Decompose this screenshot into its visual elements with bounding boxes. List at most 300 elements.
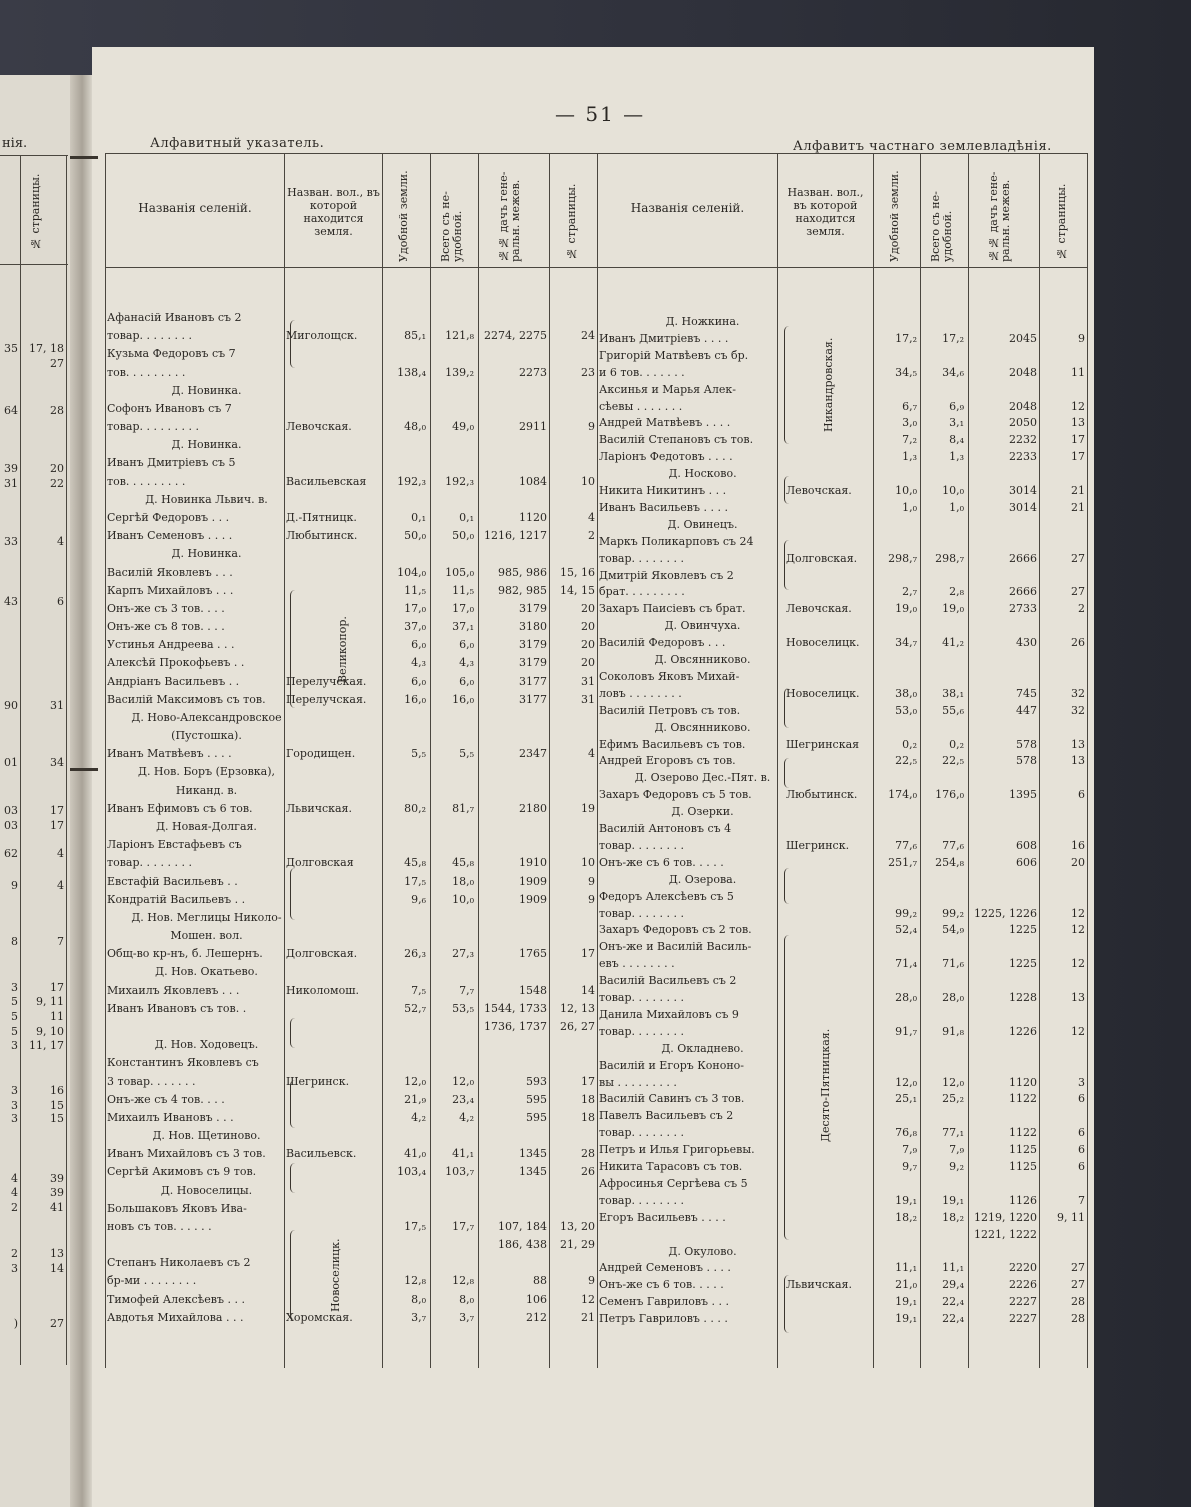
good-land-value: 174,₀ [888,788,917,801]
left-fragment-page: 15 [50,1099,64,1112]
good-land-value: 71,₄ [895,957,917,970]
page-reference: 20 [581,602,595,615]
good-land-value: 251,₇ [888,856,917,869]
page-reference: 23 [581,366,595,379]
brace [784,935,789,1240]
total-land-value: 54,₉ [942,923,964,936]
total-land-value: 7,₇ [459,984,474,997]
page-reference: 7 [1078,1194,1085,1207]
left-page-col-header: № страницы. [29,173,42,250]
good-land-value: 7,₅ [411,984,426,997]
volost-name: Долговская. [786,552,858,565]
owner-name: Кондратій Васильевъ . . [107,893,246,906]
settlement-heading: Д. Ново-Александровское [131,711,282,724]
good-land-value: 298,₇ [888,552,917,565]
owner-name: Ларіонъ Евстафьевъ съ [107,838,242,851]
page-reference: 9 [588,1274,595,1287]
volost-name: Хоромская. [286,1311,353,1324]
owner-name: Афанасій Ивановъ съ 2 [107,311,242,324]
owner-name: Маркъ Поликарповъ съ 24 [599,535,754,548]
survey-number: 212 [526,1311,547,1324]
volost-name: Левочская. [286,420,352,433]
left-fragment-number: 3 [11,1084,18,1097]
total-land-value: 22,₄ [942,1312,964,1325]
total-land-value: 12,₀ [452,1075,474,1088]
owner-name: Авдотья Михайлова . . . [107,1311,244,1324]
survey-number: 3180 [519,620,547,633]
total-land-value: 139,₂ [445,366,474,379]
survey-number: 2274, 2275 [484,329,547,342]
left-fragment-number: 9 [11,879,18,892]
total-land-value: 53,₅ [452,1002,474,1015]
page-reference: 21, 29 [560,1238,595,1251]
settlement-heading: Д. Нов. Щетиново. [152,1129,261,1142]
left-fragment-page: 16 [50,1084,64,1097]
page-reference: 28 [581,1147,595,1160]
volost-name: Васильевская [286,475,367,488]
table-rule [777,153,778,1368]
settlement-heading: Д. Новинка. [171,438,242,451]
survey-number: 1345 [519,1147,547,1160]
page-reference: 12 [1071,957,1085,970]
survey-number: 578 [1016,738,1037,751]
owner-name: Василій Максимовъ съ тов. [107,693,266,706]
vertical-volost-label: Никандровская. [822,337,835,433]
survey-number: 3179 [519,602,547,615]
survey-number: 2273 [519,366,547,379]
good-land-value: 17,₅ [404,875,426,888]
total-land-value: 254,₈ [935,856,964,869]
total-land-value: 298,₇ [935,552,964,565]
good-land-value: 1,₃ [902,450,917,463]
owner-name: и 6 тов. . . . . . . [599,366,685,379]
good-land-value: 11,₅ [404,584,426,597]
good-land-value: 34,₇ [895,636,917,649]
total-land-value: 1,₃ [949,450,964,463]
left-fragment-page: 39 [50,1172,64,1185]
owner-name: Кузьма Федоровъ съ 7 [107,347,236,360]
owner-name: Сергѣй Акимовъ съ 9 тов. [107,1165,257,1178]
total-land-value: 105,₀ [445,566,474,579]
good-land-value: 4,₂ [411,1111,426,1124]
good-land-value: 19,₁ [895,1194,917,1207]
settlement-heading: Д. Овсянниково. [654,653,751,666]
survey-number: 1122 [1009,1092,1037,1105]
page-reference: 17 [581,1075,595,1088]
col-header-survey: №№ дачъ гене-ральн. межев. [987,171,1012,262]
owner-name: Евстафій Васильевъ . . [107,875,238,888]
left-fragment-page: 4 [57,535,64,548]
volost-name: Миголощск. [286,329,358,342]
owner-name: товар. . . . . . . . [599,1126,684,1139]
owner-name: товар. . . . . . . . [599,1194,684,1207]
survey-number: 608 [1016,839,1037,852]
settlement-heading: Д. Новинка. [171,384,242,397]
owner-name: Павелъ Васильевъ съ 2 [599,1109,734,1122]
survey-number: 2232 [1009,433,1037,446]
page-reference: 6 [1078,1160,1085,1173]
total-land-value: 9,₂ [949,1160,964,1173]
good-land-value: 50,₀ [404,529,426,542]
col-header-name: Названія селеній. [630,201,745,215]
good-land-value: 17,₂ [895,332,917,345]
good-land-value: 91,₇ [895,1025,917,1038]
page-reference: 15, 16 [560,566,595,579]
spine-tab [70,768,98,771]
total-land-value: 27,₃ [452,947,474,960]
survey-number: 88 [533,1274,547,1287]
page-reference: 18 [581,1093,595,1106]
left-fragment-number: 39 [4,462,18,475]
good-land-value: 52,₄ [895,923,917,936]
volost-name: Львичская. [786,1278,852,1291]
owner-name: Андріанъ Васильевъ . . [107,675,240,688]
good-land-value: 3,₀ [902,416,917,429]
owner-name: Алексѣй Прокофьевъ . . [107,656,245,669]
good-land-value: 103,₄ [397,1165,426,1178]
total-land-value: 49,₀ [452,420,474,433]
owner-name: Иванъ Ефимовъ съ 6 тов. [107,802,253,815]
owner-name: Онъ-же съ 3 тов. . . . [107,602,225,615]
owner-name: Андрей Матвѣевъ . . . . [599,416,731,429]
total-land-value: 19,₁ [942,1194,964,1207]
survey-number: 1216, 1217 [484,529,547,542]
settlement-heading: Д. Нов. Меглицы Николо- [131,911,282,924]
survey-number: 430 [1016,636,1037,649]
owner-name: Данила Михайловъ съ 9 [599,1008,739,1021]
settlement-heading: Д. Окладнево. [661,1042,744,1055]
owner-name: Константинъ Яковлевъ съ [107,1056,259,1069]
owner-name: Иванъ Дмитріевъ . . . . [599,332,729,345]
left-page-header-fragment: нія. [2,136,28,151]
owner-name: Аксинья и Марья Алек- [599,383,736,396]
left-fragment-number: 35 [4,342,18,355]
owner-name: Никита Никитинъ . . . [599,484,727,497]
owner-name: Василій и Егоръ Кононо- [599,1059,745,1072]
good-land-value: 19,₁ [895,1295,917,1308]
page-reference: 6 [1078,1126,1085,1139]
total-land-value: 10,₀ [452,893,474,906]
left-fragment-number: 4 [11,1186,18,1199]
left-fragment-page: 9, 10 [36,1025,64,1038]
total-land-value: 7,₉ [949,1143,964,1156]
survey-number: 2911 [519,420,547,433]
good-land-value: 9,₆ [411,893,426,906]
survey-number: 1225, 1226 [974,907,1037,920]
page-reference: 27 [1071,1261,1085,1274]
page-reference: 28 [1071,1295,1085,1308]
owner-name: Онъ-же и Василій Василь- [599,940,752,953]
survey-number: 1219, 1220 [974,1211,1037,1224]
page-reference: 31 [581,693,595,706]
volost-name: Д.-Пятницк. [286,511,357,524]
left-fragment-number: 33 [4,535,18,548]
left-fragment-page: 11, 17 [29,1039,64,1052]
vertical-volost-label: Великопор. [336,616,349,684]
owner-name: Иванъ Семеновъ . . . . [107,529,233,542]
good-land-value: 38,₀ [895,687,917,700]
owner-name: евъ . . . . . . . . [599,957,675,970]
survey-number: 107, 184 [498,1220,547,1233]
total-land-value: 25,₂ [942,1092,964,1105]
total-land-value: 103,₇ [445,1165,474,1178]
table-rule [1039,153,1040,1368]
good-land-value: 192,₃ [397,475,426,488]
settlement-heading: Д. Нов. Боръ (Ерзовка), [138,765,275,778]
col-header-survey: №№ дачъ гене-ральн. межев. [497,171,522,262]
total-land-value: 41,₁ [452,1147,474,1160]
owner-name: товар. . . . . . . . [599,552,684,565]
page-reference: 9, 11 [1057,1211,1085,1224]
left-fragment-number: 3 [11,1112,18,1125]
survey-number: 2220 [1009,1261,1037,1274]
page-reference: 4 [588,747,595,760]
owner-name: Устинья Андреева . . . [107,638,235,651]
total-land-value: 176,₀ [935,788,964,801]
survey-number: 2233 [1009,450,1037,463]
col-header-volost: Назван. вол., въ которой находится земля. [287,186,380,238]
owner-name: Онъ-же съ 4 тов. . . . [107,1093,225,1106]
good-land-value: 21,₀ [895,1278,917,1291]
left-fragment-page: 17 [50,804,64,817]
good-land-value: 5,₅ [411,747,426,760]
good-land-value: 48,₀ [404,420,426,433]
total-land-value: 71,₆ [942,957,964,970]
owner-name: Онъ-же съ 6 тов. . . . . [599,856,724,869]
left-fragment-page: 7 [57,935,64,948]
page-reference: 16 [1071,839,1085,852]
left-fragment-page: 17 [50,819,64,832]
good-land-value: 8,₀ [411,1293,426,1306]
spine-tab [70,156,98,159]
total-land-value: 19,₀ [942,602,964,615]
good-land-value: 1,₀ [902,501,917,514]
total-land-value: 4,₃ [459,656,474,669]
left-fragment-number: 3 [11,1039,18,1052]
left-fragment-number: 5 [11,1025,18,1038]
total-land-value: 17,₀ [452,602,474,615]
owner-name: Соколовъ Яковъ Михай- [599,670,740,683]
good-land-value: 0,₁ [411,511,426,524]
survey-number: 1910 [519,856,547,869]
left-fragment-number: 64 [4,404,18,417]
page-reference: 32 [1071,704,1085,717]
owner-name: Захаръ Федоровъ съ 5 тов. [599,788,752,801]
total-land-value: 17,₂ [942,332,964,345]
owner-name: вы . . . . . . . . . [599,1076,677,1089]
col-header-name: Названія селеній. [138,201,252,215]
owner-name: Егоръ Васильевъ . . . . [599,1211,726,1224]
col-header-good-land: Удобной земли. [888,170,901,262]
owner-name: Никита Тарасовъ съ тов. [599,1160,743,1173]
left-fragment-page: 9, 11 [36,995,64,1008]
page-reference: 2 [1078,602,1085,615]
total-land-value: 55,₆ [942,704,964,717]
owner-name: Тимофей Алексѣевъ . . . [107,1293,245,1306]
page-reference: 26, 27 [560,1020,595,1033]
good-land-value: 17,₅ [404,1220,426,1233]
total-land-value: 77,₁ [942,1126,964,1139]
total-land-value: 81,₇ [452,802,474,815]
good-land-value: 0,₂ [902,738,917,751]
good-land-value: 11,₁ [895,1261,917,1274]
total-land-value: 18,₀ [452,875,474,888]
survey-number: 2045 [1009,332,1037,345]
page-reference: 20 [581,656,595,669]
good-land-value: 7,₉ [902,1143,917,1156]
page-reference: 27 [1071,585,1085,598]
survey-number: 3177 [519,693,547,706]
settlement-heading: Д. Новая-Долгая. [156,820,257,833]
survey-number: 1125 [1009,1143,1037,1156]
left-fragment-number: 03 [4,804,18,817]
survey-number: 3177 [519,675,547,688]
volost-name: Шегринск. [286,1075,350,1088]
survey-number: 1226 [1009,1025,1037,1038]
total-land-value: 45,₈ [452,856,474,869]
volost-name: Николомош. [286,984,359,997]
settlement-heading: Д. Озерово Дес.-Пят. в. [634,771,771,784]
good-land-value: 16,₀ [404,693,426,706]
owner-name: Общ-во кр-нъ, б. Лешернъ. [107,947,263,960]
good-land-value: 6,₇ [902,400,917,413]
left-fragment-page: 4 [57,847,64,860]
total-land-value: 22,₅ [942,754,964,767]
volost-name: Перелучская. [286,675,367,688]
page-reference: 21 [581,1311,595,1324]
vertical-volost-label: Десято-Пятницкая. [819,1028,832,1142]
owner-name: товар. . . . . . . . [599,1025,684,1038]
good-land-value: 28,₀ [895,991,917,1004]
owner-name: Онъ-же съ 8 тов. . . . [107,620,225,633]
survey-number: 2180 [519,802,547,815]
total-land-value: 3,₇ [459,1311,474,1324]
survey-number: 1765 [519,947,547,960]
page-reference: 21 [1071,501,1085,514]
page-reference: 14, 15 [560,584,595,597]
left-fragment-page: 14 [50,1262,64,1275]
good-land-value: 19,₀ [895,602,917,615]
settlement-heading: Д. Нов. Окатьево. [155,965,258,978]
owner-name: Петръ Гавриловъ . . . . [599,1312,728,1325]
page-reference: 13 [1071,991,1085,1004]
survey-number: 1548 [519,984,547,997]
owner-name: Василій Федоровъ . . . [599,636,726,649]
good-land-value: 85,₁ [404,329,426,342]
settlement-heading: Д. Овинецъ. [667,518,738,531]
good-land-value: 80,₂ [404,802,426,815]
volost-name: Новоселицк. [786,636,860,649]
good-land-value: 76,₈ [895,1126,917,1139]
survey-number: 1736, 1737 [484,1020,547,1033]
settlement-heading: Д. Озерки. [671,805,734,818]
good-land-value: 37,₀ [404,620,426,633]
page-reference: 20 [581,620,595,633]
page-reference: 32 [1071,687,1085,700]
total-land-value: 41,₂ [942,636,964,649]
total-land-value: 8,₄ [949,433,964,446]
good-land-value: 53,₀ [895,704,917,717]
total-land-value: 6,₀ [459,675,474,688]
left-page-rule [66,155,67,1365]
survey-number: 2666 [1009,552,1037,565]
page-reference: 14 [581,984,595,997]
volost-name: Любытинск. [286,529,358,542]
left-fragment-number: 3 [11,1099,18,1112]
page-reference: 12 [1071,400,1085,413]
left-fragment-number: 5 [11,995,18,1008]
good-land-value: 18,₂ [895,1211,917,1224]
survey-number: 593 [526,1075,547,1088]
volost-name: Шегринск. [786,839,850,852]
owner-name: Петръ и Илья Григорьевы. [599,1143,755,1156]
page-reference: 6 [1078,1092,1085,1105]
page-reference: 2 [588,529,595,542]
total-land-value: 6,₀ [459,638,474,651]
good-land-value: 6,₀ [411,638,426,651]
total-land-value: 11,₅ [452,584,474,597]
volost-name: Долговская [286,856,354,869]
page-reference: 18 [581,1111,595,1124]
good-land-value: 138,₄ [397,366,426,379]
good-land-value: 26,₃ [404,947,426,960]
left-fragment-page: 17, 18 [29,342,64,355]
owner-name: Ларіонъ Федотовъ . . . . [599,450,733,463]
page-reference: 17 [581,947,595,960]
left-fragment-number: 31 [4,477,18,490]
total-land-value: 38,₁ [942,687,964,700]
page-reference: 21 [1071,484,1085,497]
left-fragment-page: 22 [50,477,64,490]
total-land-value: 1,₀ [949,501,964,514]
left-fragment-number: 03 [4,819,18,832]
owner-name: сѣевы . . . . . . . [599,400,683,413]
volost-name: Городищен. [286,747,356,760]
left-header: Алфавитный указатель. [150,136,325,151]
good-land-value: 41,₀ [404,1147,426,1160]
brace [290,320,295,368]
owner-name: товар. . . . . . . . [107,856,192,869]
owner-name: Семенъ Гавриловъ . . . [599,1295,730,1308]
total-land-value: 3,₁ [949,416,964,429]
page-reference: 9 [1078,332,1085,345]
page-reference: 20 [1071,856,1085,869]
total-land-value: 29,₄ [942,1278,964,1291]
good-land-value: 3,₇ [411,1311,426,1324]
settlement-heading: (Пустошка). [171,729,242,742]
survey-number: 2226 [1009,1278,1037,1291]
good-land-value: 9,₇ [902,1160,917,1173]
total-land-value: 50,₀ [452,529,474,542]
volost-name: Левочская. [786,602,852,615]
owner-name: Григорій Матвѣевъ съ бр. [599,349,749,362]
col-header-total-land: Всего съ не-удобной. [439,191,464,262]
total-land-value: 16,₀ [452,693,474,706]
settlement-heading: Мошен. вол. [170,929,243,942]
owner-name: Василій Яковлевъ . . . [107,566,233,579]
good-land-value: 25,₁ [895,1092,917,1105]
left-fragment-page: 39 [50,1186,64,1199]
survey-number: 1120 [519,511,547,524]
survey-number: 106 [526,1293,547,1306]
owner-name: ловъ . . . . . . . . [599,687,682,700]
survey-number: 1125 [1009,1160,1037,1173]
left-fragment-number: 2 [11,1247,18,1260]
survey-number: 186, 438 [498,1238,547,1251]
survey-number: 1225 [1009,957,1037,970]
left-fragment-page: 11 [50,1010,64,1023]
settlement-heading: Д. Нов. Ходовецъ. [154,1038,259,1051]
